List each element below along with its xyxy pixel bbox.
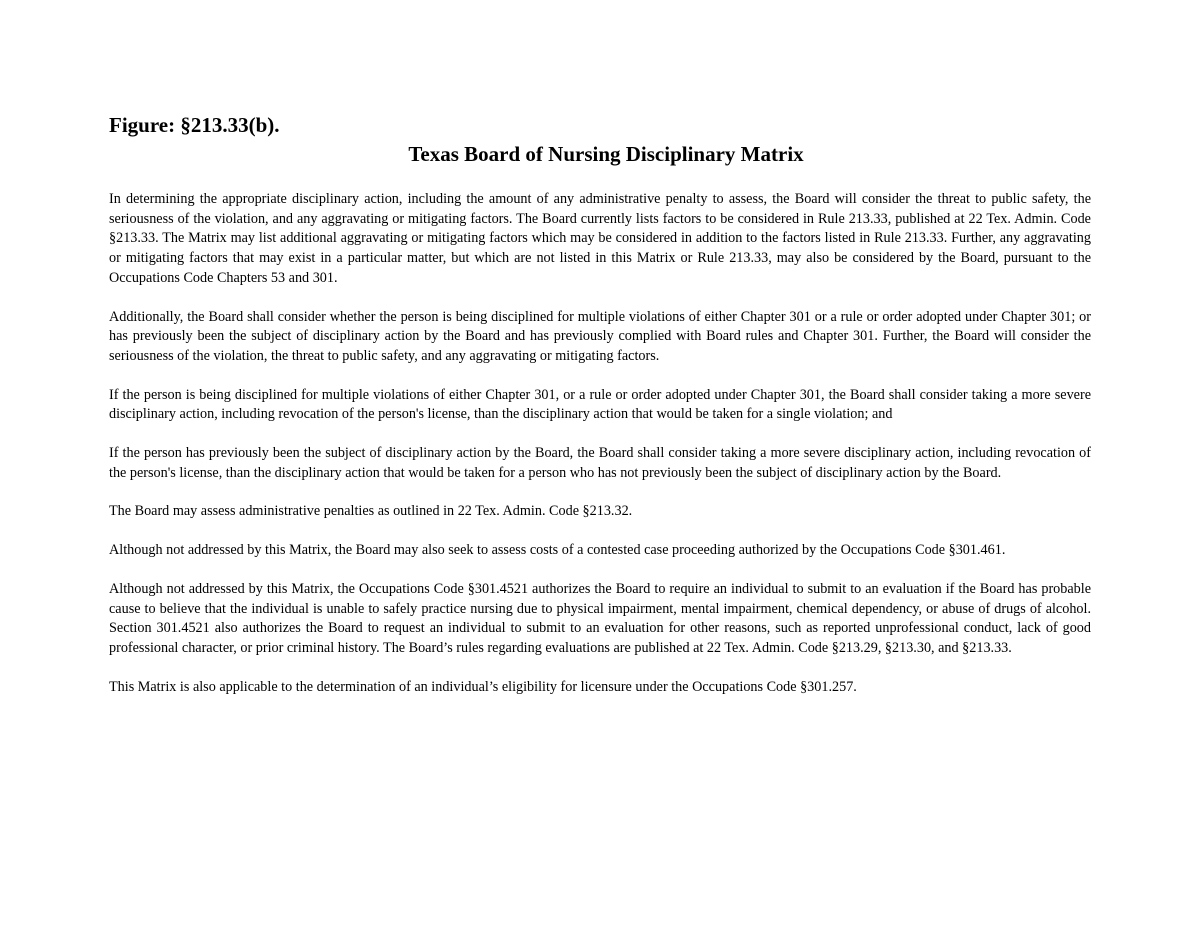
- paragraph-evaluations: Although not addressed by this Matrix, the Occupations Code §301.4521 authorizes the Board to require an individual to submit to an evaluation if the Board has probable cause to believe that the individual is unable to safely practice nursing due to physical impairment, mental impairment, chemical dependency, or abuse of drugs of alcohol. Section 301.4521 also authorizes the Board to request an individual to submit to an evaluation for other reasons, such as reported unprofessional conduct, lack of good professional character, or prior criminal history. The Board’s rules regarding evaluations are published at 22 Tex. Admin. Code §213.29, §213.30, and §213.33.: [109, 580, 1091, 656]
- paragraph-licensure-eligibility: This Matrix is also applicable to the determination of an individual’s eligibility for licensure under the Occupations Code §301.257.: [109, 678, 857, 695]
- paragraph-administrative-penalties: The Board may assess administrative penalties as outlined in 22 Tex. Admin. Code §213.32.: [109, 503, 633, 520]
- paragraph-additional-considerations: Additionally, the Board shall consider whether the person is being disciplined for multiple violations of either Chapter 301 or a rule or order adopted under Chapter 301; or has previously been the subject of disciplinary action by the Board and has previously complied with Board rules and Chapter 301. Further, the Board will consider the seriousness of the violation, the threat to public safety, and any aggravating or mitigating factors.: [109, 308, 1091, 364]
- paragraph-contested-case-costs: Although not addressed by this Matrix, the Board may also seek to assess costs of a contested case proceeding authorized by the Occupations Code §301.461.: [109, 542, 1006, 559]
- paragraph-intro: In determining the appropriate disciplinary action, including the amount of any administrative penalty to assess, the Board will consider the threat to public safety, the seriousness of the violation, and any aggravating or mitigating factors. The Board currently lists factors to be considered in Rule 213.33, published at 22 Tex. Admin. Code §213.33. The Matrix may list additional aggravating or mitigating factors which may be considered in addition to the factors listed in Rule 213.33. Further, any aggravating or mitigating factors that may exist in a particular matter, but which are not listed in this Matrix or Rule 213.33, may also be considered by the Board, pursuant to the Occupations Code Chapters 53 and 301.: [109, 191, 1091, 286]
- document-page: [109, 112, 1091, 697]
- paragraph-multiple-violations: If the person is being disciplined for multiple violations of either Chapter 301, or a rule or order adopted under Chapter 301, the Board shall consider taking a more severe disciplinary action, including revocation of the person's license, than the disciplinary action that would be taken for a single violation; and: [109, 386, 1091, 423]
- document-title: Texas Board of Nursing Disciplinary Matrix: [408, 142, 804, 166]
- figure-label: Figure: §213.33(b).: [109, 113, 280, 137]
- paragraph-prior-discipline: If the person has previously been the subject of disciplinary action by the Board, the Board shall consider taking a more severe disciplinary action, including revocation of the person's license, than the disciplinary action that would be taken for a person who has not previously been the subject of disciplinary action by the Board.: [109, 445, 1091, 481]
